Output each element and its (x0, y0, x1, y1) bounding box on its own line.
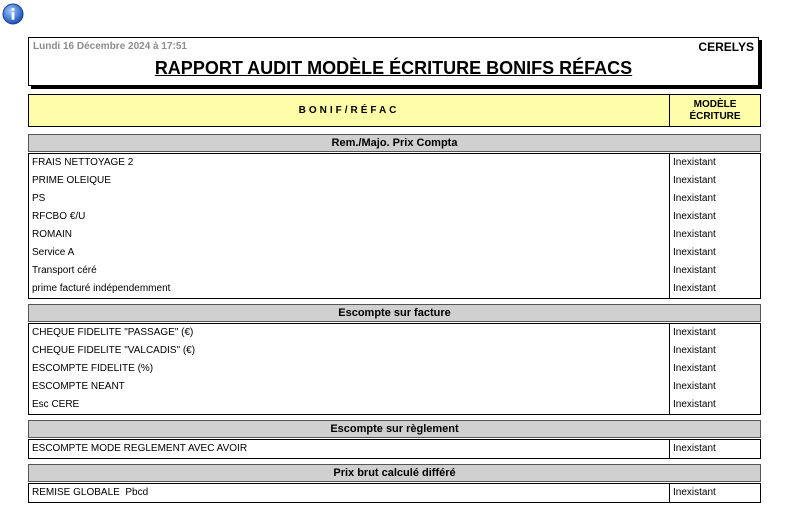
table-row (29, 172, 760, 190)
row-name: CHEQUE FIDELITE "PASSAGE" (€) (29, 324, 670, 342)
row-status: Inexistant (673, 193, 716, 204)
row-status: Inexistant (673, 283, 716, 294)
section-rem-majo (28, 134, 761, 299)
row-status: Inexistant (673, 399, 716, 410)
section-escompte-facture (28, 304, 761, 415)
column-modele-line1: MODÈLE (693, 98, 737, 110)
row-name: CHEQUE FIDELITE "VALCADIS" (€) (29, 342, 670, 360)
section-prix-brut (28, 464, 761, 503)
row-status: Inexistant (673, 211, 716, 222)
table-row (29, 396, 760, 414)
company-name: CERELYS (698, 40, 754, 54)
section-title: Prix brut calculé différé (28, 464, 761, 482)
row-name: ROMAIN (29, 226, 670, 244)
row-name: ESCOMPTE NEANT (29, 378, 670, 396)
report-header (28, 37, 759, 86)
column-header (28, 94, 761, 127)
section-body (28, 439, 761, 459)
report-date: Lundi 16 Décembre 2024 à 17:51 (33, 41, 187, 52)
column-bonif-refac: BONIF/RÉFAC (29, 95, 670, 126)
row-status: Inexistant (673, 157, 716, 168)
row-name: ESCOMPTE MODE REGLEMENT AVEC AVOIR (29, 440, 670, 458)
section-body (28, 483, 761, 503)
row-name: prime facturé indépendemment (29, 280, 670, 298)
row-name: PS (29, 190, 670, 208)
row-status: Inexistant (673, 229, 716, 240)
row-status: Inexistant (673, 487, 716, 498)
table-row (29, 342, 760, 360)
table-row (29, 154, 760, 172)
row-status: Inexistant (673, 381, 716, 392)
table-row (29, 190, 760, 208)
table-row (29, 262, 760, 280)
row-status: Inexistant (673, 327, 716, 338)
section-body (28, 153, 761, 299)
table-row (29, 484, 760, 502)
table-row (29, 280, 760, 298)
row-status: Inexistant (673, 345, 716, 356)
table-row (29, 226, 760, 244)
row-status: Inexistant (673, 443, 716, 454)
table-row (29, 244, 760, 262)
section-title: Escompte sur règlement (28, 420, 761, 438)
table-row (29, 208, 760, 226)
table-row (29, 360, 760, 378)
row-name: Transport céré (29, 262, 670, 280)
row-status: Inexistant (673, 265, 716, 276)
info-icon[interactable] (2, 3, 24, 25)
table-row (29, 378, 760, 396)
row-name: ESCOMPTE FIDELITE (%) (29, 360, 670, 378)
row-name: Esc CERE (29, 396, 670, 414)
row-name: Service A (29, 244, 670, 262)
column-modele-line2: ÉCRITURE (689, 110, 741, 122)
table-row (29, 324, 760, 342)
section-title: Rem./Majo. Prix Compta (28, 134, 761, 152)
row-status: Inexistant (673, 363, 716, 374)
row-status: Inexistant (673, 247, 716, 258)
section-title: Escompte sur facture (28, 304, 761, 322)
section-body (28, 323, 761, 415)
report-title: RAPPORT AUDIT MODÈLE ÉCRITURE BONIFS RÉFACS (154, 58, 633, 78)
row-name: FRAIS NETTOYAGE 2 (29, 154, 670, 172)
table-row (29, 440, 760, 458)
row-status: Inexistant (673, 175, 716, 186)
row-name: PRIME OLEIQUE (29, 172, 670, 190)
row-name: REMISE GLOBALE Pbcd (29, 484, 670, 502)
row-name: RFCBO €/U (29, 208, 670, 226)
section-escompte-reglement (28, 420, 761, 459)
column-modele-ecriture (670, 95, 760, 126)
